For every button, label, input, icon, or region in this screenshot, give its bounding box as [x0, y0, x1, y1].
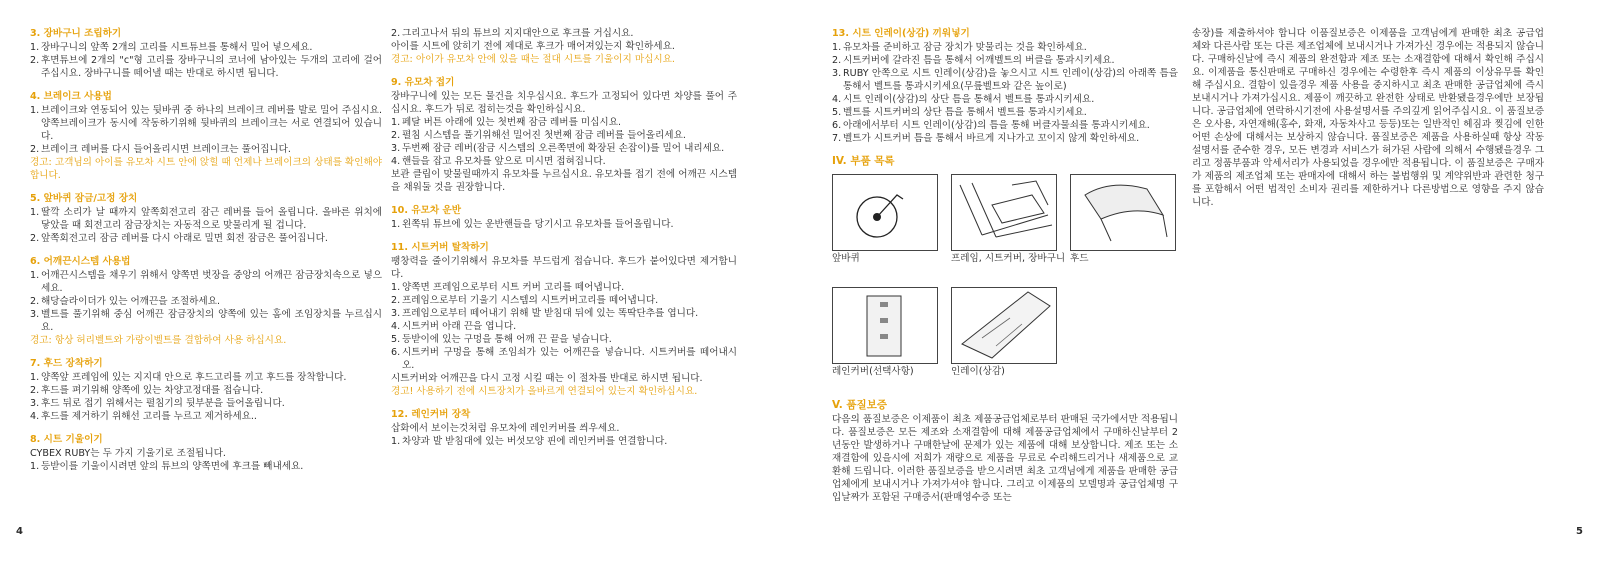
inlay-illustration [951, 287, 1057, 364]
section-title: 12. 레인커버 장착 [391, 409, 471, 420]
section [30, 27, 382, 80]
warning-text: 경고! 사용하기 전에 시트장치가 올바르게 연결되어 있는지 확인하십시요. [391, 386, 698, 397]
list-item [30, 410, 382, 423]
list-item [391, 129, 737, 142]
section-text: 팽창력을 줄이기위해서 유모차를 부드럽게 접습니다. 후드가 붙어있다면 제거합니다. [391, 256, 737, 280]
item-text: 프레임으로부터 떼어내기 위해 발 받침대 뒤에 있는 똑딱단추를 엽니다. [402, 308, 699, 319]
section-text: 아이를 시트에 앉히기 전에 제대로 후크가 매어져있는지 확인하세요. [391, 41, 675, 52]
list-item [391, 320, 737, 333]
section-title: 4. 브레이크 사용법 [30, 91, 112, 102]
section [30, 90, 382, 182]
item-text: 브레이크와 연동되어 있는 뒷바퀴 중 하나의 브레이크 레버를 발로 밀어 주십시요. 양쪽브레이크가 동시에 작동하기위해 뒷바퀴의 브레이크는 서로 연결되어 있습니다. [41, 105, 382, 142]
item-text: 후면튜브에 2개의 "c"형 고리를 장바구니의 코너에 남아있는 두개의 고리에 걸어주십시요. 장바구니를 떼어낼 때는 반대로 하시면 됩니다. [41, 55, 382, 79]
part-caption: 인레이(상감) [951, 366, 1005, 377]
page-number-left: 4 [16, 526, 23, 537]
item-number: 2. [30, 55, 40, 66]
item-number: 5. [391, 334, 401, 345]
part-front-wheel [832, 174, 938, 265]
item-number: 1. [30, 461, 40, 472]
item-number: 2. [30, 296, 40, 307]
item-number: 2. [30, 385, 40, 396]
hood-illustration [1070, 174, 1176, 251]
list-item [30, 41, 382, 54]
item-text: 앞쪽회전고리 잠금 레버를 다시 아래로 밀면 회전 잠금은 풀어집니다. [41, 233, 328, 244]
right-page-column-2 [1192, 27, 1544, 209]
section-title: 7. 후드 장착하기 [30, 358, 103, 369]
section [391, 408, 737, 448]
section [30, 255, 382, 347]
item-text: 벨트가 시트커버 틈을 통해서 바르게 지나가고 꼬이지 않게 확인하세요. [843, 133, 1140, 144]
section-13-title: 13. 시트 인레이(상감) 끼워넣기 [832, 28, 970, 39]
part-inlay [951, 287, 1057, 378]
page-number-right: 5 [1576, 526, 1583, 537]
list-item [30, 104, 382, 143]
left-page-column-1 [30, 27, 382, 483]
part-caption: 후드 [1070, 253, 1089, 264]
item-text: 벨트를 시트커버의 상단 틈을 통해서 벨트를 통과시키세요. [843, 107, 1087, 118]
section-title: 11. 시트커버 탈착하기 [391, 242, 489, 253]
list-item [30, 232, 382, 245]
part-rain-cover [832, 287, 938, 378]
item-text: 두번째 잠금 레버(잠금 시스템의 오른쪽면에 확장된 손잡이)를 밀어 내리세요. [402, 143, 725, 154]
list-item [391, 142, 737, 155]
section-title: 5. 앞바퀴 잠금/고정 장치 [30, 193, 138, 204]
item-number: 3. [391, 308, 401, 319]
item-text: 시트커버 구멍을 통해 조임쇠가 있는 어깨끈을 넣습니다. 시트커버를 떼어내시오. [402, 347, 737, 371]
item-text: 유모차를 준비하고 잠금 장치가 맞물리는 것을 확인하세요. [843, 42, 1087, 53]
item-text: 벨트를 풀기위해 중심 어깨끈 잠금장치의 양쪽에 있는 홈에 조임장치를 누르십시요. [41, 309, 382, 333]
list-item [391, 435, 737, 448]
item-number: 4. [391, 321, 401, 332]
item-text: 딸깍 소리가 날 때까지 앞쪽회전고리 잠근 레버를 들어 올립니다. 올바른 위치에 닿았을 때 회전고리 잠금장치는 자동적으로 맞물리게 될 겁니다. [41, 207, 382, 231]
section [30, 433, 382, 473]
item-number: 1. [391, 219, 401, 230]
item-text: 등받이에 있는 구멍을 통해 어깨 끈 끝을 넣습니다. [402, 334, 612, 345]
item-number: 1. [832, 42, 842, 53]
part-caption: 프레임, 시트커버, 장바구니 [951, 253, 1066, 264]
section-text: 삽화에서 보이는것처럼 유모차에 레인커버를 씌우세요. [391, 423, 620, 434]
item-number: 4. [832, 94, 842, 105]
item-number: 4. [30, 411, 40, 422]
frame-illustration [951, 174, 1057, 251]
item-text: 시트커버에 갈라진 틈을 통해서 어깨벨트의 버클을 통과시키세요. [843, 55, 1115, 66]
item-number: 2. [30, 144, 40, 155]
item-text: 펼침 시스템을 풀기위해선 밀어진 첫번째 잠금 레버를 들어올리세요. [402, 130, 686, 141]
item-text: 등받이를 기울이시려면 앞의 튜브의 양쪽면에 후크를 빼내세요. [41, 461, 304, 472]
list-item [832, 54, 1178, 67]
item-number: 1. [30, 270, 40, 281]
item-text: 해당슬라이더가 있는 어깨끈을 조절하세요. [41, 296, 221, 307]
list-item [391, 116, 737, 129]
item-number: 2. [832, 55, 842, 66]
section-title: 10. 유모차 운반 [391, 205, 462, 216]
item-text: 후드를 제거하기 위해선 고리를 누르고 제거하세요.. [41, 411, 257, 422]
item-number: 1. [391, 282, 401, 293]
parts-list [832, 174, 1178, 389]
item-number: 1. [391, 436, 401, 447]
list-item [391, 281, 737, 294]
part-caption: 앞바퀴 [832, 253, 860, 264]
part-frame [951, 174, 1065, 265]
item-number: 2. [391, 295, 401, 306]
item-number: 2. [30, 233, 40, 244]
item-number: 3. [30, 309, 40, 320]
list-item [30, 206, 382, 232]
rain-cover-illustration [832, 287, 938, 364]
section [391, 241, 737, 398]
list-item [391, 346, 737, 372]
list-item [391, 27, 737, 40]
section-text: 시트커버와 어깨끈을 다시 고정 시킬 때는 이 절차를 반대로 하시면 됩니다. [391, 373, 703, 384]
section-13 [832, 27, 1178, 145]
list-item [832, 93, 1178, 106]
item-number: 5. [832, 107, 842, 118]
item-text: RUBY 안쪽으로 시트 인레이(상감)을 놓으시고 시트 인레이(상감)의 아래쪽 틈을 통해서 벨트를 통과시키세요(무릎벨트와 같은 높이로) [843, 68, 1178, 92]
warranty-text: 다음의 품질보증은 이제품이 최초 제품공급업체로부터 판매된 국가에서만 적용됩니다. 품질보증은 모든 제조와 소재결함에 대해 제품공급업체에서 구매하신날부터 2년동안 발생하거나 구매한날에 문제가 있는 제품에 대해 보상합니다. 제조 또는 소재결함에 있을시에 저희가 재량으로 제품을 무료로 수리해드리거나 새제품으로 교환해 드립니다. 이러한 품질보증을 받으시려면 최초 고객님에게 제품을 판매한 공급업체에게 보내시거나 가져가셔야 합니다. 그리고 이제품의 모델명과 공급업체명 구입날짜가 포함된 구매증서(판매영수증 또는 [832, 414, 1178, 503]
section-title: 6. 어깨끈시스템 사용법 [30, 256, 131, 267]
section-text: CYBEX RUBY는 두 가지 기울기로 조절됩니다. [30, 448, 226, 459]
item-text: 어깨끈시스템을 채우기 위해서 양쪽면 벗장을 중앙의 어깨끈 잠금장치속으로 넣으세요. [41, 270, 382, 294]
list-item [391, 155, 737, 168]
list-item [30, 295, 382, 308]
item-number: 4. [391, 156, 401, 167]
list-item [30, 308, 382, 334]
item-number: 7. [832, 133, 842, 144]
list-item [30, 460, 382, 473]
section [391, 27, 737, 66]
item-text: 양쪽면 프레임으로부터 시트 커버 고리를 떼어냅니다. [402, 282, 625, 293]
item-text: 아래에서부터 시트 인레이(상감)의 틈을 통해 버클자물쇠를 통과시키세요. [843, 120, 1150, 131]
item-text: 브레이크 레버를 다시 들어올리시면 브레이크는 풀어집니다. [41, 144, 291, 155]
section [30, 357, 382, 423]
left-page-column-2 [391, 27, 737, 458]
item-text: 후드 뒤로 접기 위해서는 펼침기의 뒷부분을 들어올립니다. [41, 398, 285, 409]
item-text: 양쪽앞 프레임에 있는 지지대 안으로 후드고리를 끼고 후드를 장착합니다. [41, 372, 347, 383]
list-item [30, 269, 382, 295]
item-text: 후드를 펴기위해 양쪽에 있는 차양고정대를 접습니다. [41, 385, 264, 396]
item-number: 1. [391, 117, 401, 128]
section [30, 192, 382, 245]
section-text: 장바구니에 있는 모든 물건을 치우십시요. 후드가 고정되어 있다면 차양를 풀어 주십시요. 후드가 뒤로 접히는것을 확인하십시요. [391, 91, 737, 115]
item-number: 1. [30, 207, 40, 218]
warranty-title: V. 품질보증 [832, 399, 887, 411]
list-item [391, 333, 737, 346]
list-item [832, 41, 1178, 54]
section-text: 보관 클립이 맞물릴때까지 유모차를 누르십시요. 유모차를 접기 전에 어깨끈 시스템을 채워둘 것을 권장합니다. [391, 169, 737, 193]
item-text: 차양과 발 받침대에 있는 버섯모양 핀에 레인커버를 연결합니다. [402, 436, 668, 447]
front-wheel-illustration [832, 174, 938, 251]
part-caption: 레인커버(선택사항) [832, 366, 914, 377]
item-number: 6. [832, 120, 842, 131]
item-text: 시트 인레이(상감)의 상단 틈을 통해서 벨트를 통과시키세요. [843, 94, 1095, 105]
list-item [391, 218, 737, 231]
warning-text: 경고: 고객님의 아이를 유모차 시트 안에 앉힐 때 언제나 브레이크의 상태를 확인해야 합니다. [30, 157, 382, 181]
item-text: 왼쪽뒤 튜브에 있는 운반핸들을 당기시고 유모차를 들어올립니다. [402, 219, 674, 230]
item-number: 3. [30, 398, 40, 409]
list-item [30, 143, 382, 156]
list-item [30, 371, 382, 384]
section [391, 76, 737, 194]
item-text: 핸들을 잡고 유모차를 앞으로 미시면 접혀집니다. [402, 156, 606, 167]
item-text: 시트커버 아래 끈을 엽니다. [402, 321, 517, 332]
item-number: 1. [30, 105, 40, 116]
item-number: 2. [391, 28, 401, 39]
list-item [832, 67, 1178, 93]
parts-list-title: IV. 부품 목록 [832, 155, 895, 167]
list-item [30, 54, 382, 80]
list-item [832, 132, 1178, 145]
list-item [391, 307, 737, 320]
warranty-text-continued: 송장)를 제출하셔야 합니다 이품질보증은 이제품을 고객님에게 판매한 최초 공급업체와 다른사람 또는 다른 제조업체에 보내시거나 가져가신 경우에는 적용되지 않습니다. 구매하신날에 즉시 제품의 완전함과 제조 또는 소재결함에 대해서 확인해 주십시요. 이제품을 통신판매로 구매하신 경우에는 수령한후 즉시 제품의 이상유무를 확인해 주십시요. 결함이 있을경우 제품 사용을 중지하시고 최초 판매한 공급업체에 즉시 보내시거나 가져가십시요. 제품이 깨끗하고 완전한 상태로 반환됐을경우에만 보장됩니다. 공급업체에 연락하시기전에 사용설명서를 주의깊게 읽어주십시요. 이 품질보증은 오사용, 자연재해(홍수, 화재, 자동차사고 등등)또는 일반적인 헤짐과 찢김에 인한 어떤 손상에 대해서는 보상하지 않습니다. 품질보증은 제품을 사용하실때 항상 작동설명서를 준수한 경우, 모든 변경과 서비스가 허가된 사람에 의해서 수행됐을경우 그리고 정품부품과 악세서리가 사용되었을 경우에만 적용됩니다. 이 품질보증은 구매자가 제품의 제조업체 또는 판매자에 대해서 하는 불법행위 및 계약위반과 관련한 청구를 포함해서 어떤 법적인 소비자 권리를 제한하거나 다른방법으로 영향을 주지 않습니다. [1192, 28, 1544, 208]
list-item [30, 384, 382, 397]
item-number: 6. [391, 347, 401, 358]
item-text: 페달 버튼 아래에 있는 첫번째 잠금 레버를 미십시요. [402, 117, 622, 128]
item-number: 3. [832, 68, 842, 79]
part-hood [1070, 174, 1176, 265]
item-number: 1. [30, 42, 40, 53]
list-item [832, 119, 1178, 132]
list-item [391, 294, 737, 307]
section [391, 204, 737, 231]
section-title: 8. 시트 기울이기 [30, 434, 103, 445]
warning-text: 경고: 항상 허리벨트와 가랑이벨트를 결합하여 사용 하십시요. [30, 335, 287, 346]
warning-text: 경고: 아이가 유모차 안에 있을 때는 절대 시트를 기울이지 마십시요. [391, 54, 675, 65]
list-item [30, 397, 382, 410]
list-item [832, 106, 1178, 119]
item-number: 2. [391, 130, 401, 141]
section-title: 3. 장바구니 조립하기 [30, 28, 122, 39]
item-text: 장바구니의 앞쪽 2개의 고리를 시트튜브를 통해서 밀어 넣으세요. [41, 42, 313, 53]
item-number: 1. [30, 372, 40, 383]
item-text: 그리고나서 뒤의 튜브의 지지대안으로 후크를 거십시요. [402, 28, 634, 39]
item-text: 프레임으로부터 기울기 시스템의 시트커버고리를 떼어냅니다. [402, 295, 659, 306]
section-title: 9. 유모차 접기 [391, 77, 455, 88]
right-page-column-1 [832, 27, 1178, 504]
item-number: 3. [391, 143, 401, 154]
